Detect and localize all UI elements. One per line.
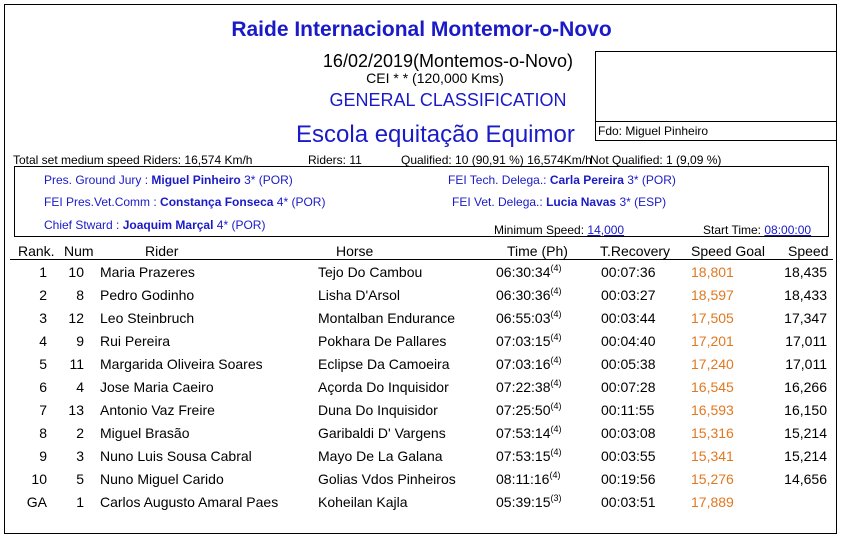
cell-speed-goal: 17,505 — [691, 310, 734, 326]
cell-speed-goal: 16,545 — [691, 379, 734, 395]
cell-horse: Garibaldi D' Vargens — [318, 425, 446, 441]
cell-rank: 7 — [39, 402, 47, 418]
chief-steward-name: Joaquim Marçal — [122, 218, 214, 232]
table-row — [0, 310, 843, 333]
col-rank: Rank. — [18, 243, 55, 259]
cell-time: 05:39:15$^{(3)}$ — [496, 493, 562, 510]
cell-phases: (4) — [550, 355, 562, 365]
cell-rank: 5 — [39, 356, 47, 372]
tech-delegate-label: FEI Tech. Delega.: — [448, 173, 547, 187]
table-row — [0, 471, 843, 494]
cell-phases: (4) — [550, 263, 562, 273]
cell-time: 08:11:16$^{(4)}$ — [496, 470, 561, 487]
cell-speed-goal: 15,276 — [691, 471, 734, 487]
cell-rider: Leo Steinbruch — [100, 310, 195, 326]
cell-phases: (4) — [550, 378, 562, 388]
cell-speed: 17,011 — [785, 333, 827, 349]
cell-horse: Mayo De La Galana — [318, 448, 443, 464]
cell-horse: Koheilan Kajla — [318, 494, 408, 510]
cell-recovery: 00:03:51 — [601, 494, 656, 510]
total-speed: Total set medium speed Riders: 16,574 Km/h — [13, 153, 253, 167]
cell-recovery: 00:03:55 — [601, 448, 656, 464]
cell-speed: 17,011 — [785, 356, 827, 372]
cell-speed: 18,433 — [784, 287, 827, 303]
cell-rider: Pedro Godinho — [100, 287, 195, 303]
cell-time: 07:03:16$^{(4)}$ — [496, 355, 562, 372]
cell-phases: (4) — [549, 470, 561, 480]
event-date: 16/02/2019(Montemos-o-Novo) — [322, 51, 574, 71]
cell-horse: Duna Do Inquisidor — [318, 402, 438, 418]
cell-rider: Rui Pereira — [100, 333, 171, 349]
cell-horse: Montalban Endurance — [318, 310, 455, 326]
cell-num: 11 — [69, 356, 84, 372]
cell-speed: 15,214 — [784, 448, 827, 464]
tech-delegate — [448, 173, 676, 187]
cell-horse: Açorda Do Inquisidor — [318, 379, 449, 395]
cell-phases: (4) — [550, 286, 562, 296]
start-time-value: 08:00:00 — [764, 223, 812, 237]
cell-rider: Nuno Miguel Carido — [100, 471, 224, 487]
cell-time: 07:53:15$^{(4)}$ — [496, 447, 562, 464]
col-speed-goal: Speed Goal — [691, 243, 765, 259]
cell-time: 07:03:15$^{(4)}$ — [496, 332, 562, 349]
header-divider — [10, 259, 833, 260]
cell-num: 2 — [76, 425, 84, 441]
cell-rider: Jose Maria Caeiro — [100, 379, 214, 395]
cell-speed-goal: 16,593 — [691, 402, 734, 418]
col-speed: Speed — [788, 243, 829, 259]
col-time: Time (Ph) — [507, 243, 568, 259]
chief-steward — [44, 218, 265, 232]
table-row — [0, 333, 843, 356]
cell-time: 06:55:03$^{(4)}$ — [496, 309, 562, 326]
start-time-label: Start Time: — [703, 223, 762, 237]
cell-rider: Nuno Luis Sousa Cabral — [100, 448, 252, 464]
minimum-speed-label: Minimum Speed: — [494, 223, 585, 237]
not-qualified-count: Not Qualified: 1 (9,09 %) — [590, 153, 722, 167]
table-row — [0, 494, 843, 517]
cell-phases: (4) — [550, 401, 562, 411]
cell-rank: 8 — [39, 425, 47, 441]
cell-speed-goal: 17,240 — [691, 356, 734, 372]
cell-num: 5 — [76, 471, 84, 487]
table-row — [0, 425, 843, 448]
cell-num: 8 — [76, 287, 84, 303]
club-name: Escola equitação Equimor — [296, 121, 575, 148]
cell-rider: Carlos Augusto Amaral Paes — [100, 494, 279, 510]
col-recovery: T.Recovery — [600, 243, 671, 259]
logo-divider — [596, 121, 836, 122]
cell-recovery: 00:07:28 — [601, 379, 656, 395]
cell-rank: 9 — [39, 448, 47, 464]
cell-recovery: 00:11:55 — [601, 402, 655, 418]
chief-steward-level: 4* (POR) — [216, 218, 266, 232]
event-cei: CEI * * (120,000 Kms) — [366, 70, 504, 86]
table-row — [0, 287, 843, 310]
col-rider: Rider — [145, 243, 179, 259]
col-horse: Horse — [336, 243, 374, 259]
cell-recovery: 00:04:40 — [601, 333, 656, 349]
start-time — [703, 223, 811, 237]
table-row — [0, 402, 843, 425]
cell-rank: 10 — [31, 471, 47, 487]
ground-jury-name: Miguel Pinheiro — [151, 173, 241, 187]
tech-delegate-name: Carla Pereira — [549, 173, 624, 187]
cell-rider: Margarida Oliveira Soares — [100, 356, 263, 372]
cell-recovery: 00:03:44 — [601, 310, 656, 326]
cell-phases: (4) — [550, 332, 562, 342]
cell-time: 07:25:50$^{(4)}$ — [496, 401, 562, 418]
cell-speed: 14,656 — [784, 471, 827, 487]
fdo-label: Fdo: Miguel Pinheiro — [598, 124, 709, 138]
cell-phases: (4) — [550, 309, 562, 319]
cell-speed: 16,266 — [784, 379, 827, 395]
cell-horse: Golias Vdos Pinheiros — [318, 471, 456, 487]
cell-num: 1 — [76, 494, 84, 510]
cell-rider: Maria Prazeres — [100, 264, 195, 280]
minimum-speed-value: 14,000 — [587, 223, 625, 237]
table-row — [0, 264, 843, 287]
cell-phases: (3) — [550, 493, 562, 503]
cell-speed-goal: 15,341 — [691, 448, 734, 464]
cell-recovery: 00:19:56 — [601, 471, 656, 487]
cell-horse: Pokhara De Pallares — [318, 333, 447, 349]
page-title: Raide Internacional Montemor-o-Novo — [231, 18, 612, 41]
vet-commission-label: FEI Pres.Vet.Comm : — [44, 195, 157, 209]
riders-count: Riders: 11 — [308, 153, 362, 167]
chief-steward-label: Chief Stward : — [44, 218, 120, 232]
cell-phases: (4) — [550, 447, 562, 457]
vet-commission-level: 4* (POR) — [276, 195, 326, 209]
cell-speed: 18,435 — [784, 264, 827, 280]
cell-recovery: 00:03:27 — [601, 287, 656, 303]
cell-num: 3 — [76, 448, 84, 464]
vet-commission-name: Constança Fonseca — [160, 195, 274, 209]
cell-time: 07:53:14$^{(4)}$ — [496, 424, 562, 441]
cell-speed-goal: 18,801 — [691, 264, 734, 280]
classification-title: GENERAL CLASSIFICATION — [329, 90, 567, 110]
cell-rank: 1 — [39, 264, 47, 280]
cell-num: 10 — [68, 264, 84, 280]
vet-delegate-name: Lucia Navas — [546, 195, 617, 209]
cell-speed-goal: 17,889 — [691, 494, 734, 510]
cell-rank: 2 — [39, 287, 47, 303]
vet-delegate-level: 3* (ESP) — [619, 195, 667, 209]
col-num: Num — [64, 243, 94, 259]
cell-time: 06:30:34$^{(4)}$ — [496, 263, 562, 280]
cell-rider: Miguel Brasão — [100, 425, 190, 441]
ground-jury-label: Pres. Ground Jury : — [44, 173, 149, 187]
cell-num: 13 — [68, 402, 84, 418]
table-row — [0, 379, 843, 402]
cell-recovery: 00:05:38 — [601, 356, 656, 372]
cell-speed-goal: 15,316 — [691, 425, 734, 441]
cell-horse: Tejo Do Cambou — [318, 264, 423, 280]
tech-delegate-level: 3* (POR) — [627, 173, 676, 187]
cell-num: 4 — [76, 379, 84, 395]
cell-speed: 17,347 — [784, 310, 827, 326]
minimum-speed — [494, 223, 624, 237]
cell-num: 9 — [76, 333, 84, 349]
cell-rank: 6 — [39, 379, 47, 395]
cell-recovery: 00:03:08 — [601, 425, 656, 441]
cell-rank: 4 — [39, 333, 47, 349]
qualified-count: Qualified: 10 (90,91 %) 16,574Km/h — [401, 153, 592, 167]
cell-speed: 16,150 — [784, 402, 827, 418]
ground-jury-level: 3* (POR) — [244, 173, 293, 187]
cell-rank: 3 — [39, 310, 47, 326]
table-row — [0, 448, 843, 471]
cell-time: 06:30:36$^{(4)}$ — [496, 286, 562, 303]
cell-speed-goal: 17,201 — [691, 333, 734, 349]
cell-horse: Lisha D'Arsol — [318, 287, 401, 303]
table-row — [0, 356, 843, 379]
vet-delegate — [452, 195, 666, 209]
cell-speed: 15,214 — [784, 425, 827, 441]
cell-rank: GA — [26, 494, 47, 510]
ground-jury — [44, 173, 293, 187]
cell-num: 12 — [68, 310, 84, 326]
vet-commission — [44, 195, 325, 209]
cell-phases: (4) — [550, 424, 562, 434]
cell-speed-goal: 18,597 — [691, 287, 734, 303]
cell-rider: Antonio Vaz Freire — [100, 402, 215, 418]
cell-recovery: 00:07:36 — [601, 264, 656, 280]
cell-horse: Eclipse Da Camoeira — [318, 356, 450, 372]
vet-delegate-label: FEI Vet. Delega.: — [452, 195, 543, 209]
cell-time: 07:22:38$^{(4)}$ — [496, 378, 562, 395]
